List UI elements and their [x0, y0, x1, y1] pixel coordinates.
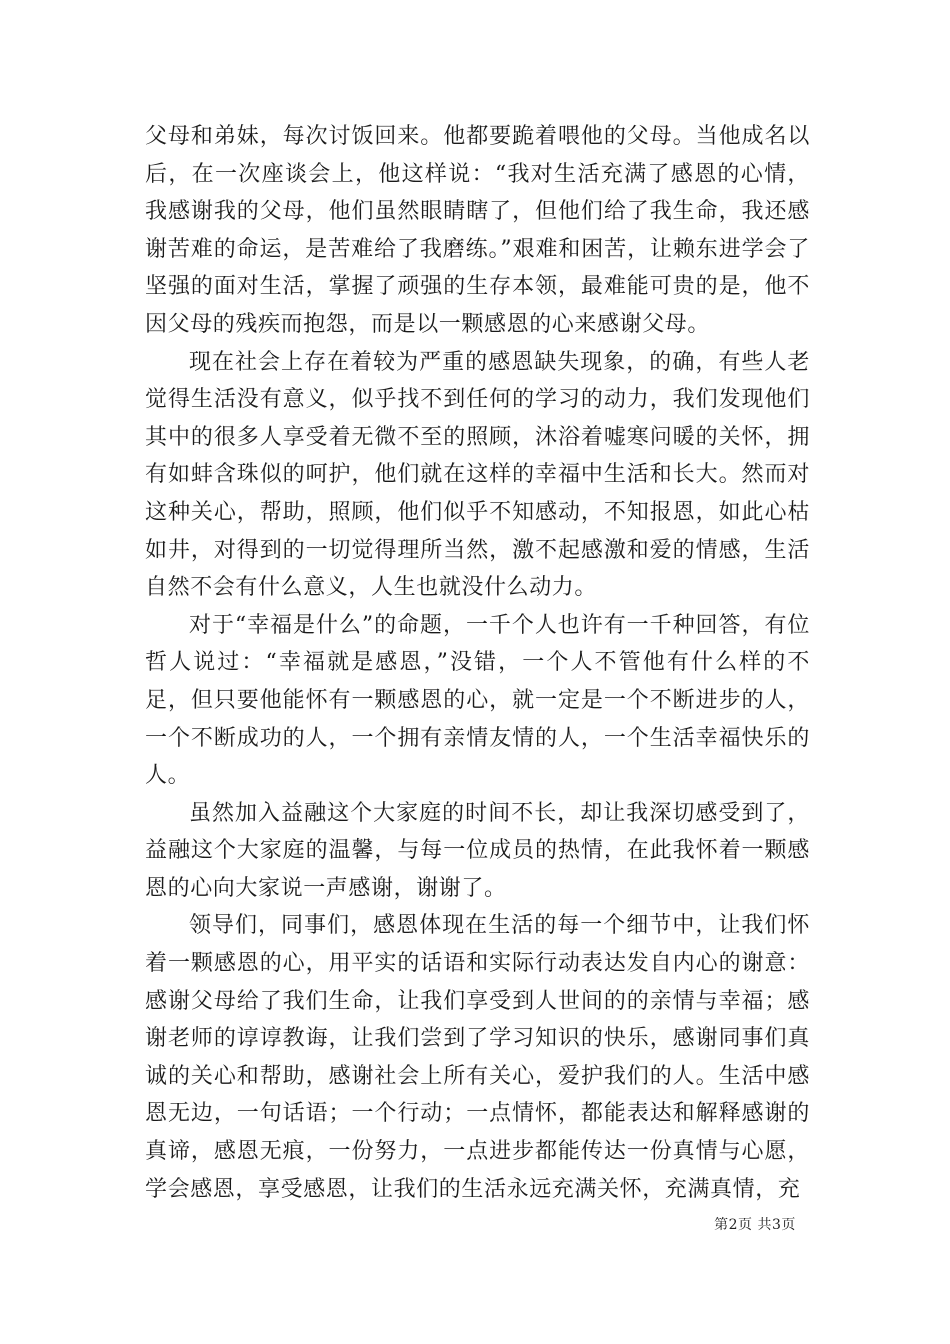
page-footer — [0, 1214, 950, 1234]
paragraph-4: 虽然加入益融这个大家庭的时间不长，却让我深切感受到了，益融这个大家庭的温馨，与每一位成员的热情，在此我怀着一颗感恩的心向大家说一声感谢，谢谢了。 — [145, 800, 810, 901]
footer-prefix: 第 — [714, 1217, 729, 1233]
paragraph-2: 现在社会上存在着较为严重的感恩缺失现象，的确，有些人老觉得生活没有意义，似乎找不到任何的学习的动力，我们发现他们其中的很多人享受着无微不至的照顾，沐浴着嘘寒问暖的关怀，拥有如蚌含珠似的呵护，他们就在这样的幸福中生活和长大。然而对这种关心，帮助，照顾，他们似乎不知感动，不知报恩，如此心枯如井，对得到的一切觉得理所当然，激不起感激和爱的情感，生活自然不会有什么意义，人生也就没什么动力。 — [145, 349, 810, 601]
paragraph-5: 领导们，同事们，感恩体现在生活的每一个细节中，让我们怀着一颗感恩的心，用平实的话语和实际行动表达发自内心的谢意：感谢父母给了我们生命，让我们享受到人世间的的亲情与幸福；感谢老师的谆谆教诲，让我们尝到了学习知识的快乐，感谢同事们真诚的关心和帮助，感谢社会上所有关心，爱护我们的人。生活中感恩无边，一句话语；一个行动；一点情怀，都能表达和解释感谢的真谛，感恩无痕，一份努力，一点进步都能传达一份真情与心愿，学会感恩，享受感恩，让我们的生活永远充满关怀，充满真情，充 — [145, 913, 810, 1202]
footer-current-page: 2 — [728, 1217, 739, 1233]
paragraph-1: 父母和弟妹，每次讨饭回来。他都要跪着喂他的父母。当他成名以后，在一次座谈会上，他这样说：“我对生活充满了感恩的心情，我感谢我的父母，他们虽然眼睛瞎了，但他们给了我生命，我还感谢苦难的命运，是苦难给了我磨练。”艰难和困苦，让赖东进学会了坚强的面对生活，掌握了顽强的生存本领，最难能可贵的是，他不因父母的残疾而抱怨，而是以一颗感恩的心来感谢父母。 — [145, 124, 810, 337]
footer-total-pages: 3 — [771, 1217, 782, 1233]
footer-middle: 页 共 — [738, 1217, 772, 1233]
footer-suffix: 页 — [781, 1217, 796, 1233]
document-body — [145, 118, 810, 1208]
paragraph-3: 对于“幸福是什么”的命题，一千个人也许有一千种回答，有位哲人说过：“幸福就是感恩，”没错，一个人不管他有什么样的不足，但只要他能怀有一颗感恩的心，就一定是一个不断进步的人，一个不断成功的人，一个拥有亲情友情的人，一个生活幸福快乐的人。 — [145, 612, 810, 789]
